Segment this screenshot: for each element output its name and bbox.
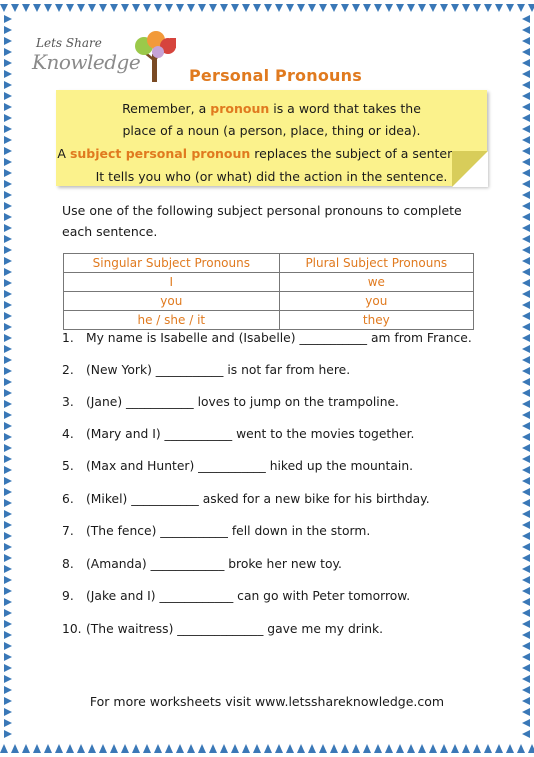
question-item (62, 363, 350, 377)
note-line-4: It tells you who (or what) did the action in the sentence. (95, 169, 448, 184)
question-item (62, 459, 413, 473)
question-item (62, 622, 383, 636)
page-border-right (516, 15, 534, 740)
question-item (62, 395, 399, 409)
question-text: (Jake and I) ____________ can go with Peter tomorrow. (86, 589, 411, 603)
question-text: (Amanda) ____________ broke her new toy. (86, 557, 342, 571)
question-text: (The fence) ___________ fell down in the storm. (86, 524, 371, 538)
note-highlight-pronoun: pronoun (210, 101, 270, 116)
note-text: A (57, 146, 70, 161)
note-text: is a word that takes the (269, 101, 421, 116)
question-number: 3. (62, 395, 74, 409)
table-cell: you (64, 292, 280, 311)
question-item (62, 427, 414, 441)
tree-icon (130, 30, 182, 86)
note-line-3 (50, 146, 481, 161)
question-text: (Max and Hunter) ___________ hiked up the mountain. (86, 459, 414, 473)
table-header-plural: Plural Subject Pronouns (279, 254, 473, 273)
note-line-2: place of a noun (a person, place, thing or idea). (122, 123, 421, 138)
question-number: 10. (62, 622, 82, 636)
question-text: (Mary and I) ___________ went to the movies together. (86, 427, 415, 441)
question-number: 5. (62, 459, 74, 473)
page-border-top (0, 0, 534, 15)
question-number: 8. (62, 557, 74, 571)
question-number: 4. (62, 427, 74, 441)
note-text: Remember, a (122, 101, 211, 116)
logo (30, 30, 182, 86)
question-item (62, 492, 430, 506)
question-number: 7. (62, 524, 74, 538)
page-border-bottom (0, 740, 534, 757)
question-number: 1. (62, 331, 74, 345)
note-line-1 (56, 101, 487, 116)
logo-text-line2: Knowledge (32, 50, 141, 74)
logo-text-line1: Lets Share (36, 36, 102, 50)
table-row (64, 292, 474, 311)
table-header-singular: Singular Subject Pronouns (64, 254, 280, 273)
note-text: replaces the subject of a sentence. (250, 146, 474, 161)
question-number: 2. (62, 363, 74, 377)
question-number: 9. (62, 589, 74, 603)
question-text: My name is Isabelle and (Isabelle) ___________ am from France. (86, 331, 472, 345)
table-cell: they (279, 311, 473, 330)
table-row (64, 311, 474, 330)
footer-link-text: For more worksheets visit www.letsshareknowledge.com (89, 694, 445, 709)
page-border-left (0, 15, 16, 740)
page-title: Personal Pronouns (189, 66, 362, 85)
question-text: (New York) ___________ is not far from here. (86, 363, 351, 377)
question-item (62, 589, 410, 603)
note-page-curl (452, 151, 488, 187)
table-header-row (64, 254, 474, 273)
question-text: (The waitress) ______________ gave me my drink. (86, 622, 384, 636)
reminder-note (56, 90, 487, 186)
note-highlight-subject-pronoun: subject personal pronoun (69, 146, 251, 161)
question-number: 6. (62, 492, 74, 506)
table-cell: I (64, 273, 280, 292)
table-cell: he / she / it (64, 311, 280, 330)
question-item (62, 331, 472, 345)
question-text: (Jane) ___________ loves to jump on the trampoline. (86, 395, 399, 409)
question-item (62, 557, 342, 571)
question-text: (Mikel) ___________ asked for a new bike for his birthday. (86, 492, 430, 506)
pronoun-table (63, 253, 474, 330)
table-cell: we (279, 273, 473, 292)
table-cell: you (279, 292, 473, 311)
table-row (64, 273, 474, 292)
instructions: Use one of the following subject personal pronouns to complete each sentence. (62, 203, 462, 239)
question-item (62, 524, 370, 538)
